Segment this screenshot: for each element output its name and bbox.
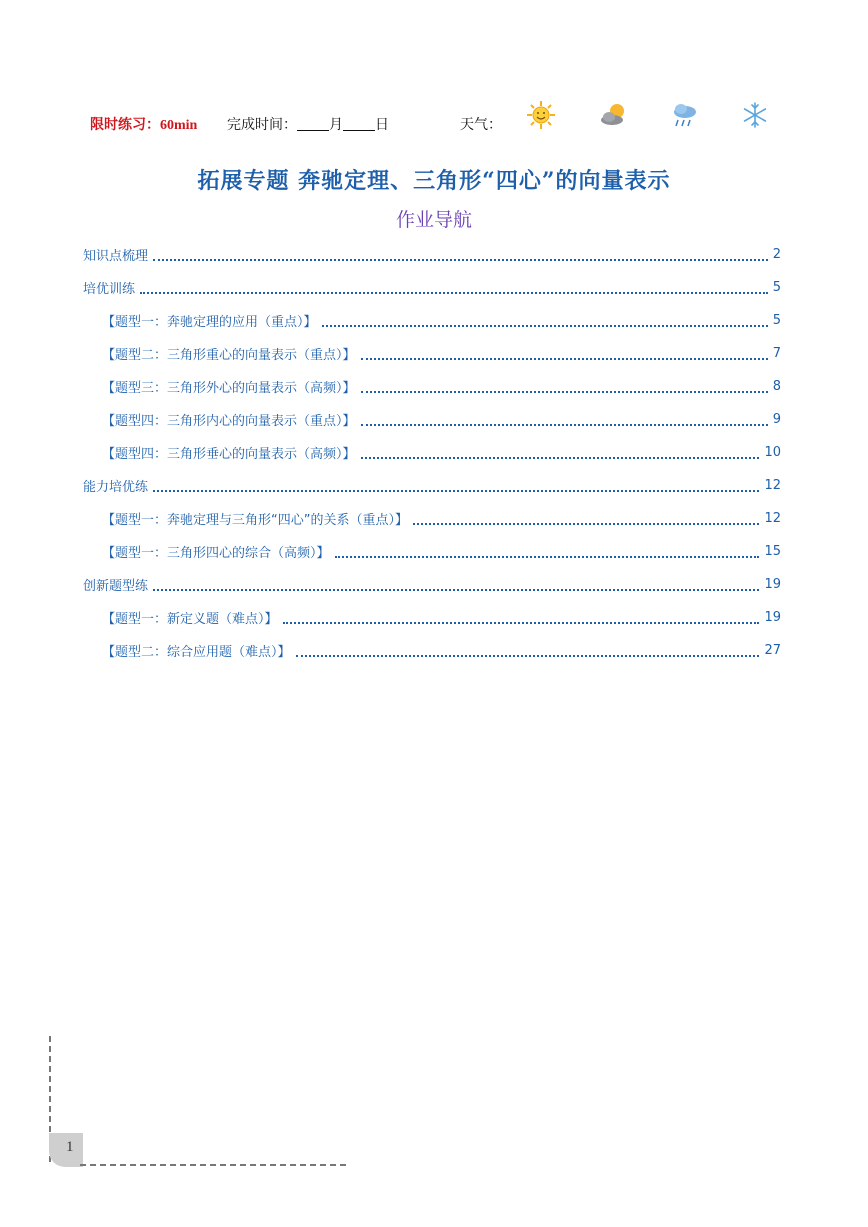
leader-dots bbox=[153, 589, 759, 591]
leader-dots bbox=[413, 523, 759, 525]
practice-header bbox=[90, 112, 810, 136]
completion-time-label: 完成时间： bbox=[227, 118, 297, 133]
partly-cloudy-icon[interactable] bbox=[598, 100, 628, 130]
snow-icon[interactable] bbox=[740, 100, 770, 130]
table-of-contents bbox=[83, 238, 781, 667]
leader-dots bbox=[322, 325, 768, 327]
completion-time-field bbox=[227, 114, 389, 134]
month-blank[interactable] bbox=[297, 117, 329, 131]
homework-nav-heading: 作业导航 bbox=[395, 209, 472, 231]
toc-entry-type-3[interactable]: 【题型三：三角形外心的向量表示（高频）】 8 bbox=[102, 379, 781, 396]
toc-entry-training[interactable]: 培优训练 5 bbox=[83, 280, 781, 297]
day-label: 日 bbox=[375, 118, 389, 133]
toc-entry-innovation-type-1[interactable]: 【题型一：新定义题（难点）】 19 bbox=[102, 610, 781, 627]
time-limit-label: 限时练习：60min bbox=[90, 118, 198, 133]
toc-entry-knowledge-review[interactable]: 知识点梳理 2 bbox=[83, 247, 781, 264]
rain-icon[interactable] bbox=[670, 100, 700, 130]
toc-entry-ability-type-1[interactable]: 【题型一：奔驰定理与三角形“四心”的关系（重点）】 12 bbox=[102, 511, 781, 528]
sun-icon[interactable] bbox=[526, 100, 556, 130]
leader-dots bbox=[153, 490, 759, 492]
leader-dots bbox=[335, 556, 760, 558]
toc-entry-type-4-orthocenter[interactable]: 【题型四：三角形垂心的向量表示（高频）】 10 bbox=[102, 445, 781, 462]
leader-dots bbox=[140, 292, 768, 294]
toc-entry-type-4-incenter[interactable]: 【题型四：三角形内心的向量表示（重点）】 9 bbox=[102, 412, 781, 429]
document-title: 拓展专题 奔驰定理、三角形“四心”的向量表示 bbox=[197, 168, 671, 194]
leader-dots bbox=[361, 457, 760, 459]
month-label: 月 bbox=[329, 118, 343, 133]
leader-dots bbox=[283, 622, 760, 624]
toc-entry-type-1[interactable]: 【题型一：奔驰定理的应用（重点）】 5 bbox=[102, 313, 781, 330]
leader-dots bbox=[361, 391, 768, 393]
leader-dots bbox=[361, 424, 768, 426]
toc-entry-type-2[interactable]: 【题型二：三角形重心的向量表示（重点）】 7 bbox=[102, 346, 781, 363]
weather-label: 天气： bbox=[460, 117, 502, 133]
leader-dots bbox=[153, 259, 768, 261]
footer-horizontal-divider bbox=[80, 1164, 346, 1166]
toc-entry-innovation[interactable]: 创新题型练 19 bbox=[83, 577, 781, 594]
toc-entry-ability-type-2[interactable]: 【题型一：三角形四心的综合（高频）】 15 bbox=[102, 544, 781, 561]
toc-entry-innovation-type-2[interactable]: 【题型二：综合应用题（难点）】 27 bbox=[102, 643, 781, 660]
leader-dots bbox=[296, 655, 760, 657]
toc-entry-ability[interactable]: 能力培优练 12 bbox=[83, 478, 781, 495]
page-number: 1 bbox=[66, 1139, 74, 1155]
day-blank[interactable] bbox=[343, 117, 375, 131]
leader-dots bbox=[361, 358, 768, 360]
